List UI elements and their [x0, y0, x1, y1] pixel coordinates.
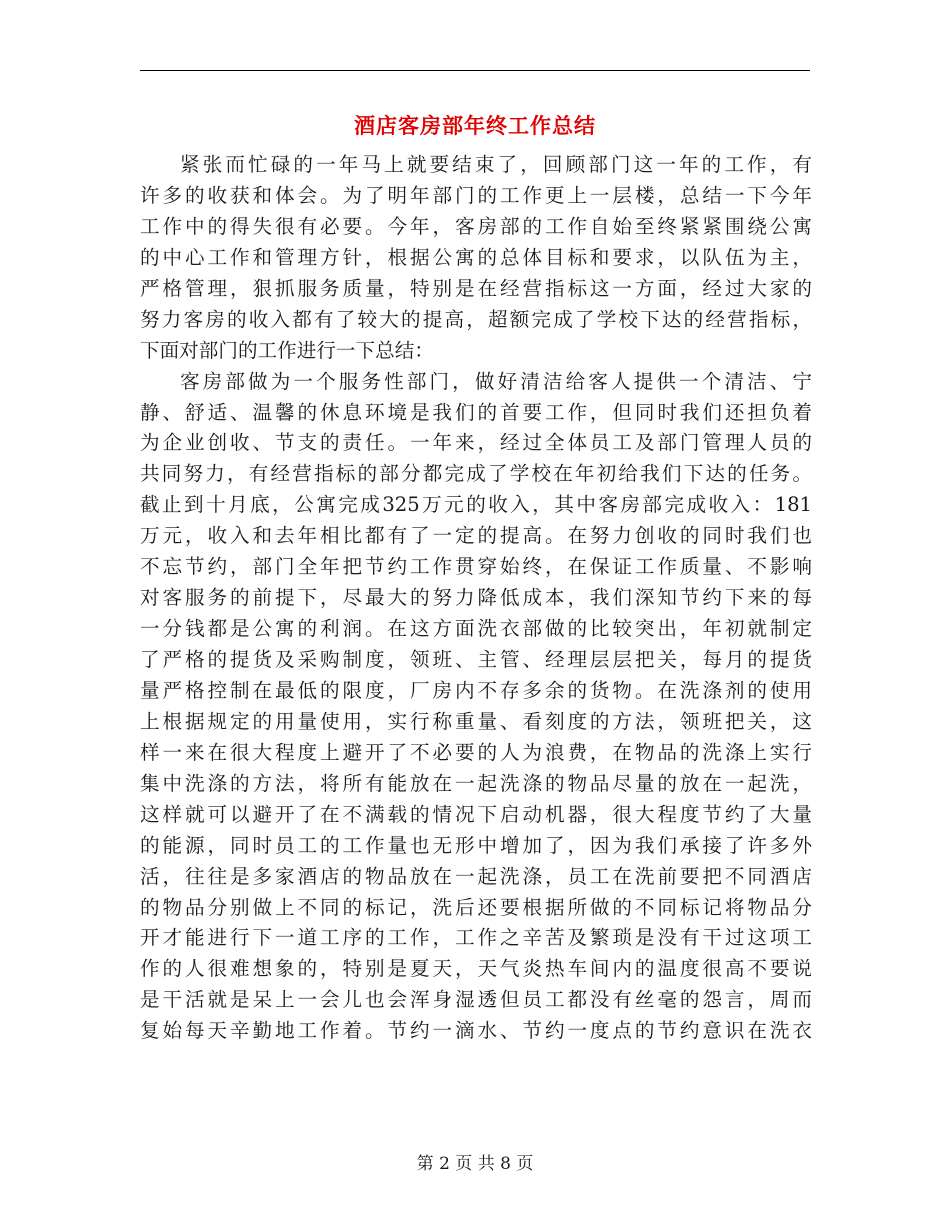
text-line: 严格管理，狠抓服务质量，特别是在经营指标这一方面，经过大家的: [140, 276, 812, 300]
text-line: 下面对部门的工作进行一下总结：: [140, 338, 434, 362]
header-rule: [140, 70, 810, 71]
document-body: [140, 150, 812, 1047]
text-line: 万元，收入和去年相比都有了一定的提高。在努力创收的同时我们也: [140, 524, 812, 548]
text-line: 的中心工作和管理方针，根据公寓的总体目标和要求，以队伍为主，: [140, 245, 812, 269]
text-line: 工作中的得失很有必要。今年，客房部的工作自始至终紧紧围绕公寓: [140, 214, 812, 238]
text-line: 紧张而忙碌的一年马上就要结束了，回顾部门这一年的工作，有: [180, 153, 812, 176]
text-line: 的能源，同时员工的工作量也无形中增加了，因为我们承接了许多外: [140, 833, 812, 857]
text-line: 截止到十月底，公寓完成325万元的收入，其中客房部完成收入：181: [140, 493, 812, 517]
text-line: 了严格的提货及采购制度，领班、主管、经理层层把关，每月的提货: [140, 648, 812, 671]
text-line: 的物品分别做上不同的标记，洗后还要根据所做的不同标记将物品分: [140, 895, 812, 919]
text-line: 一分钱都是公寓的利润。在这方面洗衣部做的比较突出，年初就制定: [140, 617, 812, 641]
text-line: 静、舒适、温馨的休息环境是我们的首要工作，但同时我们还担负着: [140, 400, 812, 424]
page-number: 第 2 页 共 8 页: [416, 1154, 534, 1174]
text-line: 不忘节约，部门全年把节约工作贯穿始终，在保证工作质量、不影响: [140, 555, 812, 579]
text-line: 量严格控制在最低的限度，厂房内不存多余的货物。在洗涤剂的使用: [140, 678, 812, 702]
text-line: 许多的收获和体会。为了明年部门的工作更上一层楼，总结一下今年: [140, 183, 812, 207]
text-line: 为企业创收、节支的责任。一年来，经过全体员工及部门管理人员的: [140, 431, 812, 455]
text-line: 这样就可以避开了在不满载的情况下启动机器，很大程度节约了大量: [140, 802, 812, 826]
text-line: 开才能进行下一道工序的工作，工作之辛苦及繁琐是没有干过这项工: [140, 926, 812, 950]
paragraph-1: [140, 150, 812, 367]
text-line: 共同努力，有经营指标的部分都完成了学校在年初给我们下达的任务。: [140, 462, 812, 486]
text-line: 作的人很难想象的，特别是夏天，天气炎热车间内的温度很高不要说: [140, 957, 812, 981]
document-title: 酒店客房部年终工作总结: [354, 113, 596, 138]
text-line: 客房部做为一个服务性部门，做好清洁给客人提供一个清洁、宁: [180, 369, 812, 393]
text-line: 是干活就是呆上一会儿也会浑身湿透但员工都没有丝毫的怨言，周而: [140, 988, 812, 1012]
text-line: 努力客房的收入都有了较大的提高，超额完成了学校下达的经营指标，: [140, 307, 812, 331]
text-line: 上根据规定的用量使用，实行称重量、看刻度的方法，领班把关，这: [140, 709, 812, 733]
text-line: 活，往往是多家酒店的物品放在一起洗涤，员工在洗前要把不同酒店: [140, 864, 812, 888]
text-line: 对客服务的前提下，尽最大的努力降低成本，我们深知节约下来的每: [140, 586, 812, 610]
text-line: 样一来在很大程度上避开了不必要的人为浪费，在物品的洗涤上实行: [140, 740, 812, 764]
text-line: 复始每天辛勤地工作着。节约一滴水、节约一度点的节约意识在洗衣: [140, 1019, 812, 1043]
paragraph-2: [140, 367, 812, 1048]
text-line: 集中洗涤的方法，将所有能放在一起洗涤的物品尽量的放在一起洗，: [140, 771, 812, 795]
